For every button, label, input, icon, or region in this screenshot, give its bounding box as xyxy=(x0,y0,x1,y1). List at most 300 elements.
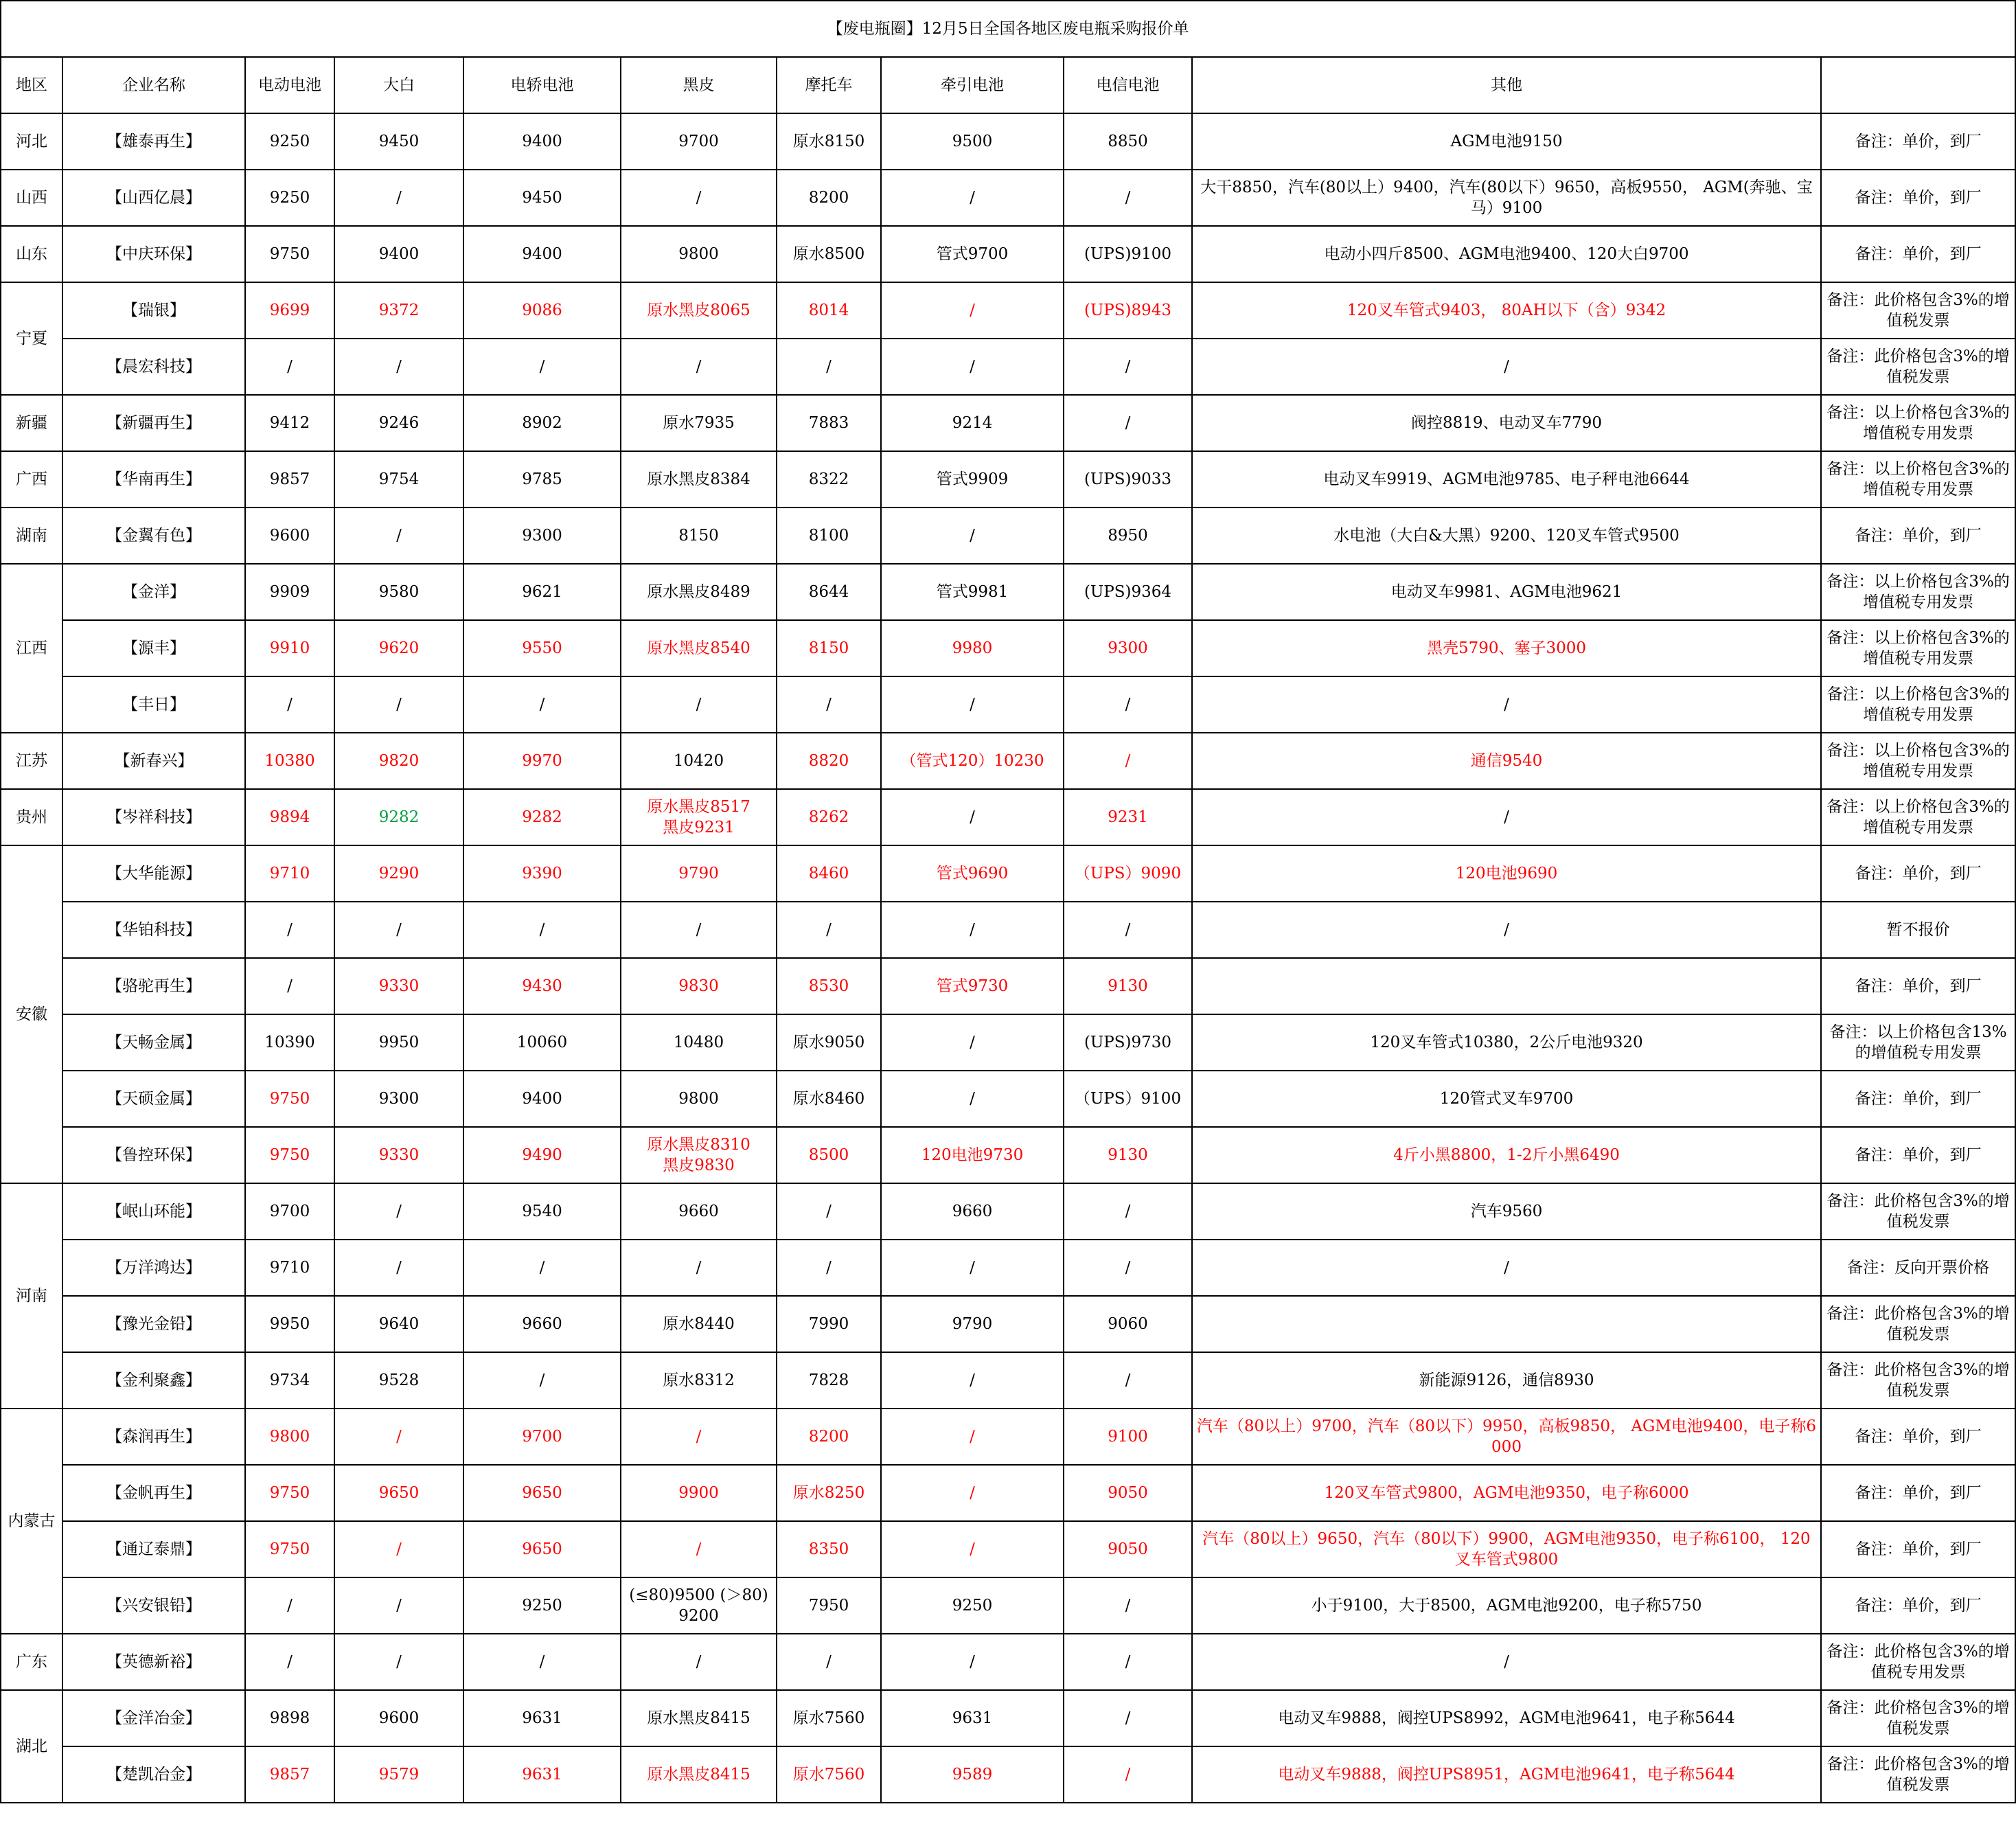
price-cell: 8460 xyxy=(777,845,881,902)
header-black: 黑皮 xyxy=(621,57,777,113)
price-cell: 原水8500 xyxy=(777,226,881,282)
company-name: 【中庆环保】 xyxy=(62,226,245,282)
price-cell: 9450 xyxy=(334,113,463,170)
other-cell: 4斤小黑8800，1-2斤小黑6490 xyxy=(1192,1127,1821,1183)
price-cell: 10390 xyxy=(245,1014,334,1071)
price-cell: 原水黑皮8310 黑皮9830 xyxy=(621,1127,777,1183)
price-cell: 10060 xyxy=(463,1014,621,1071)
price-cell: / xyxy=(881,1071,1064,1127)
other-cell: 汽车9560 xyxy=(1192,1183,1821,1240)
other-cell: / xyxy=(1192,1240,1821,1296)
price-cell: 9050 xyxy=(1064,1521,1192,1577)
price-cell: / xyxy=(881,1352,1064,1409)
other-cell: 电动叉车9919、AGM电池9785、电子秤电池6644 xyxy=(1192,451,1821,508)
price-cell: 8322 xyxy=(777,451,881,508)
company-name: 【英德新裕】 xyxy=(62,1634,245,1690)
other-cell: 120叉车管式10380，2公斤电池9320 xyxy=(1192,1014,1821,1071)
price-cell: 9750 xyxy=(245,1071,334,1127)
price-cell: 8850 xyxy=(1064,113,1192,170)
note-cell: 暂不报价 xyxy=(1821,902,2015,958)
price-cell: 原水7935 xyxy=(621,395,777,451)
price-cell: 9282 xyxy=(334,789,463,845)
other-cell: / xyxy=(1192,1634,1821,1690)
company-name: 【岑祥科技】 xyxy=(62,789,245,845)
price-cell: 原水黑皮8540 xyxy=(621,620,777,676)
table-row xyxy=(1,1352,2015,1409)
price-cell: 120电池9730 xyxy=(881,1127,1064,1183)
price-cell: 8200 xyxy=(777,1409,881,1465)
price-cell: / xyxy=(777,339,881,395)
table-row xyxy=(1,845,2015,902)
price-cell: 8644 xyxy=(777,564,881,620)
header-dabai: 大白 xyxy=(334,57,463,113)
price-cell: 9050 xyxy=(1064,1465,1192,1521)
company-name: 【源丰】 xyxy=(62,620,245,676)
company-name: 【豫光金铅】 xyxy=(62,1296,245,1352)
price-cell: / xyxy=(881,170,1064,226)
price-cell: 9700 xyxy=(245,1183,334,1240)
price-cell: 9214 xyxy=(881,395,1064,451)
price-cell: / xyxy=(1064,1690,1192,1746)
note-cell: 备注：此价格包含3%的增值税发票 xyxy=(1821,1746,2015,1803)
price-cell: / xyxy=(334,1240,463,1296)
price-cell: 8100 xyxy=(777,508,881,564)
table-row xyxy=(1,1127,2015,1183)
price-cell: / xyxy=(334,1577,463,1634)
price-cell: 9300 xyxy=(334,1071,463,1127)
price-cell: / xyxy=(881,676,1064,733)
table-row xyxy=(1,1577,2015,1634)
company-name: 【丰日】 xyxy=(62,676,245,733)
price-cell: / xyxy=(334,339,463,395)
header-telecom: 电信电池 xyxy=(1064,57,1192,113)
price-cell: (UPS)9364 xyxy=(1064,564,1192,620)
price-cell: （UPS）9090 xyxy=(1064,845,1192,902)
price-cell: / xyxy=(245,958,334,1014)
price-cell: 9660 xyxy=(621,1183,777,1240)
price-cell: 9790 xyxy=(621,845,777,902)
note-cell: 备注：以上价格包含3%的增值税专用发票 xyxy=(1821,789,2015,845)
table-body xyxy=(1,1,2015,1803)
price-cell: 9700 xyxy=(621,113,777,170)
price-cell: 9631 xyxy=(463,1690,621,1746)
other-cell xyxy=(1192,958,1821,1014)
price-cell: 9450 xyxy=(463,170,621,226)
header-car: 电轿电池 xyxy=(463,57,621,113)
price-cell: 9910 xyxy=(245,620,334,676)
price-cell: 9820 xyxy=(334,733,463,789)
company-name: 【骆驼再生】 xyxy=(62,958,245,1014)
price-cell: (≤80)9500 (＞80)9200 xyxy=(621,1577,777,1634)
region-cell: 宁夏 xyxy=(1,282,62,395)
price-cell: 9631 xyxy=(881,1690,1064,1746)
note-cell: 备注：单价，到厂 xyxy=(1821,1577,2015,1634)
price-cell: 8950 xyxy=(1064,508,1192,564)
company-name: 【新疆再生】 xyxy=(62,395,245,451)
price-cell: / xyxy=(463,676,621,733)
price-cell: / xyxy=(1064,170,1192,226)
price-cell: 原水8440 xyxy=(621,1296,777,1352)
price-cell: / xyxy=(463,902,621,958)
company-name: 【瑞银】 xyxy=(62,282,245,339)
header-electric: 电动电池 xyxy=(245,57,334,113)
table-row xyxy=(1,1409,2015,1465)
company-name: 【森润再生】 xyxy=(62,1409,245,1465)
price-cell: / xyxy=(621,170,777,226)
price-cell: / xyxy=(334,1409,463,1465)
table-row xyxy=(1,339,2015,395)
price-cell: / xyxy=(621,1240,777,1296)
note-cell: 备注：以上价格包含13%的增值税专用发票 xyxy=(1821,1014,2015,1071)
company-name: 【新春兴】 xyxy=(62,733,245,789)
price-cell: （UPS）9100 xyxy=(1064,1071,1192,1127)
price-cell: 9650 xyxy=(463,1521,621,1577)
company-name: 【晨宏科技】 xyxy=(62,339,245,395)
price-cell: 原水8150 xyxy=(777,113,881,170)
header-company: 企业名称 xyxy=(62,57,245,113)
price-cell: 9660 xyxy=(463,1296,621,1352)
price-cell: / xyxy=(1064,1634,1192,1690)
price-cell: 9640 xyxy=(334,1296,463,1352)
other-cell: 汽车（80以上）9650，汽车（80以下）9900，AGM电池9350，电子称6100， 120叉车管式9800 xyxy=(1192,1521,1821,1577)
note-cell: 备注：单价，到厂 xyxy=(1821,170,2015,226)
price-cell: / xyxy=(245,339,334,395)
note-cell: 备注：单价，到厂 xyxy=(1821,1409,2015,1465)
price-cell: 9130 xyxy=(1064,1127,1192,1183)
price-cell: / xyxy=(621,339,777,395)
price-cell: / xyxy=(245,1634,334,1690)
other-cell: 阀控8819、电动叉车7790 xyxy=(1192,395,1821,451)
price-cell: 7883 xyxy=(777,395,881,451)
price-cell: 9250 xyxy=(881,1577,1064,1634)
company-name: 【万洋鸿达】 xyxy=(62,1240,245,1296)
price-cell: 8014 xyxy=(777,282,881,339)
other-cell: 120管式叉车9700 xyxy=(1192,1071,1821,1127)
note-cell: 备注：以上价格包含3%的增值税专用发票 xyxy=(1821,676,2015,733)
region-cell: 湖南 xyxy=(1,508,62,564)
price-cell: 9857 xyxy=(245,451,334,508)
note-cell: 备注：以上价格包含3%的增值税专用发票 xyxy=(1821,620,2015,676)
table-row xyxy=(1,1014,2015,1071)
price-cell: 9800 xyxy=(621,1071,777,1127)
other-cell: 120电池9690 xyxy=(1192,845,1821,902)
price-cell: 9412 xyxy=(245,395,334,451)
price-cell: 9540 xyxy=(463,1183,621,1240)
table-row xyxy=(1,395,2015,451)
price-cell: / xyxy=(881,508,1064,564)
price-cell: 9579 xyxy=(334,1746,463,1803)
price-cell: 原水黑皮8415 xyxy=(621,1746,777,1803)
note-cell: 备注：以上价格包含3%的增值税专用发票 xyxy=(1821,564,2015,620)
note-cell: 备注：此价格包含3%的增值税发票 xyxy=(1821,339,2015,395)
company-name: 【通辽泰鼎】 xyxy=(62,1521,245,1577)
header-moto: 摩托车 xyxy=(777,57,881,113)
price-cell: 9580 xyxy=(334,564,463,620)
note-cell: 备注：以上价格包含3%的增值税专用发票 xyxy=(1821,395,2015,451)
company-name: 【金洋】 xyxy=(62,564,245,620)
region-cell: 河南 xyxy=(1,1183,62,1409)
price-cell: / xyxy=(1064,733,1192,789)
header-other: 其他 xyxy=(1192,57,1821,113)
price-cell: 7828 xyxy=(777,1352,881,1409)
price-cell: 8902 xyxy=(463,395,621,451)
price-cell: / xyxy=(245,1577,334,1634)
price-cell: / xyxy=(621,1521,777,1577)
price-cell: 9086 xyxy=(463,282,621,339)
note-cell: 备注：单价，到厂 xyxy=(1821,1071,2015,1127)
other-cell: 大干8850，汽车(80以上）9400，汽车(80以下）9650，高板9550， AGM(奔驰、宝马）9100 xyxy=(1192,170,1821,226)
company-name: 【华南再生】 xyxy=(62,451,245,508)
price-cell: / xyxy=(334,902,463,958)
other-cell: AGM电池9150 xyxy=(1192,113,1821,170)
table-row xyxy=(1,226,2015,282)
table-row xyxy=(1,508,2015,564)
other-cell: / xyxy=(1192,339,1821,395)
price-cell: 9700 xyxy=(463,1409,621,1465)
price-cell: / xyxy=(245,676,334,733)
price-cell: / xyxy=(881,902,1064,958)
price-cell: 9650 xyxy=(334,1465,463,1521)
table-row xyxy=(1,1634,2015,1690)
price-cell: 8150 xyxy=(777,620,881,676)
region-cell: 贵州 xyxy=(1,789,62,845)
price-cell: 原水黑皮8065 xyxy=(621,282,777,339)
price-cell: / xyxy=(621,1409,777,1465)
price-cell: / xyxy=(621,902,777,958)
price-cell: / xyxy=(1064,1746,1192,1803)
note-cell: 备注：反向开票价格 xyxy=(1821,1240,2015,1296)
price-cell: 9372 xyxy=(334,282,463,339)
price-cell: 8820 xyxy=(777,733,881,789)
price-cell: (UPS)9730 xyxy=(1064,1014,1192,1071)
price-cell: 8262 xyxy=(777,789,881,845)
other-cell: 电动小四斤8500、AGM电池9400、120大白9700 xyxy=(1192,226,1821,282)
price-cell: / xyxy=(881,282,1064,339)
price-cell: 10480 xyxy=(621,1014,777,1071)
company-name: 【山西亿晨】 xyxy=(62,170,245,226)
price-cell: 9750 xyxy=(245,1521,334,1577)
note-cell: 备注：此价格包含3%的增值税发票 xyxy=(1821,1690,2015,1746)
price-cell: / xyxy=(777,1634,881,1690)
price-cell: / xyxy=(621,676,777,733)
price-cell: 管式9909 xyxy=(881,451,1064,508)
price-cell: 原水黑皮8415 xyxy=(621,1690,777,1746)
header-traction: 牵引电池 xyxy=(881,57,1064,113)
price-cell: 9710 xyxy=(245,1240,334,1296)
price-cell: / xyxy=(463,339,621,395)
price-cell: 9250 xyxy=(463,1577,621,1634)
price-cell: 7950 xyxy=(777,1577,881,1634)
price-cell: 9330 xyxy=(334,958,463,1014)
other-cell: 黑壳5790、塞子3000 xyxy=(1192,620,1821,676)
other-cell: / xyxy=(1192,676,1821,733)
price-cell: 8350 xyxy=(777,1521,881,1577)
price-cell: 9290 xyxy=(334,845,463,902)
price-cell: 9589 xyxy=(881,1746,1064,1803)
table-row xyxy=(1,564,2015,620)
table-row xyxy=(1,282,2015,339)
price-cell: / xyxy=(621,1634,777,1690)
company-name: 【金翼有色】 xyxy=(62,508,245,564)
header-row xyxy=(1,57,2015,113)
price-cell: 9430 xyxy=(463,958,621,1014)
company-name: 【雄泰再生】 xyxy=(62,113,245,170)
price-cell: 9830 xyxy=(621,958,777,1014)
price-cell: (UPS)9100 xyxy=(1064,226,1192,282)
price-cell: 原水黑皮8489 xyxy=(621,564,777,620)
price-cell: / xyxy=(777,1240,881,1296)
other-cell: 小于9100，大于8500，AGM电池9200，电子称5750 xyxy=(1192,1577,1821,1634)
price-cell: 9790 xyxy=(881,1296,1064,1352)
table-row xyxy=(1,1690,2015,1746)
price-cell: 原水8460 xyxy=(777,1071,881,1127)
region-cell: 山东 xyxy=(1,226,62,282)
note-cell: 备注：单价，到厂 xyxy=(1821,1521,2015,1577)
table-row xyxy=(1,1071,2015,1127)
price-cell: 8500 xyxy=(777,1127,881,1183)
price-cell: / xyxy=(777,902,881,958)
table-row xyxy=(1,902,2015,958)
region-cell: 河北 xyxy=(1,113,62,170)
price-cell: 9857 xyxy=(245,1746,334,1803)
price-cell: 9250 xyxy=(245,170,334,226)
price-cell: 8200 xyxy=(777,170,881,226)
price-cell: 9650 xyxy=(463,1465,621,1521)
price-cell: 9909 xyxy=(245,564,334,620)
region-cell: 内蒙古 xyxy=(1,1409,62,1634)
price-cell: 9631 xyxy=(463,1746,621,1803)
price-cell: / xyxy=(1064,395,1192,451)
company-name: 【兴安银铅】 xyxy=(62,1577,245,1634)
price-cell: 原水9050 xyxy=(777,1014,881,1071)
table-row xyxy=(1,1521,2015,1577)
other-cell: 电动叉车9888，阀控UPS8951，AGM电池9641，电子称5644 xyxy=(1192,1746,1821,1803)
price-cell: (UPS)8943 xyxy=(1064,282,1192,339)
price-cell: 9330 xyxy=(334,1127,463,1183)
price-cell: 9800 xyxy=(245,1409,334,1465)
price-cell: 9550 xyxy=(463,620,621,676)
other-cell: / xyxy=(1192,902,1821,958)
table-row xyxy=(1,113,2015,170)
region-cell: 广东 xyxy=(1,1634,62,1690)
company-name: 【天畅金属】 xyxy=(62,1014,245,1071)
note-cell: 备注：以上价格包含3%的增值税专用发票 xyxy=(1821,451,2015,508)
price-cell: / xyxy=(1064,339,1192,395)
price-cell: 管式9700 xyxy=(881,226,1064,282)
price-cell: 9400 xyxy=(463,113,621,170)
note-cell: 备注：此价格包含3%的增值税发票 xyxy=(1821,1296,2015,1352)
price-cell: / xyxy=(1064,1577,1192,1634)
price-cell: 9246 xyxy=(334,395,463,451)
note-cell: 备注：单价，到厂 xyxy=(1821,508,2015,564)
note-cell: 备注：此价格包含3%的增值税发票 xyxy=(1821,1352,2015,1409)
price-cell: 管式9690 xyxy=(881,845,1064,902)
price-cell: 9750 xyxy=(245,226,334,282)
other-cell: 水电池（大白&大黑）9200、120叉车管式9500 xyxy=(1192,508,1821,564)
price-cell: / xyxy=(881,1014,1064,1071)
price-cell: 9400 xyxy=(463,226,621,282)
company-name: 【楚凯冶金】 xyxy=(62,1746,245,1803)
note-cell: 备注：单价，到厂 xyxy=(1821,958,2015,1014)
price-cell: / xyxy=(1064,1240,1192,1296)
note-cell: 备注：此价格包含3%的增值税发票 xyxy=(1821,282,2015,339)
price-cell: 9500 xyxy=(881,113,1064,170)
price-cell: / xyxy=(777,1183,881,1240)
note-cell: 备注：单价，到厂 xyxy=(1821,113,2015,170)
other-cell: / xyxy=(1192,789,1821,845)
price-cell: / xyxy=(881,789,1064,845)
note-cell: 备注：单价，到厂 xyxy=(1821,226,2015,282)
price-cell: 10380 xyxy=(245,733,334,789)
price-cell: 9894 xyxy=(245,789,334,845)
price-cell: / xyxy=(777,676,881,733)
company-name: 【岷山环能】 xyxy=(62,1183,245,1240)
table-row xyxy=(1,1183,2015,1240)
price-cell: 9600 xyxy=(245,508,334,564)
region-cell: 广西 xyxy=(1,451,62,508)
price-cell: 9400 xyxy=(463,1071,621,1127)
price-cell: 9900 xyxy=(621,1465,777,1521)
price-cell: / xyxy=(1064,1183,1192,1240)
price-cell: 9950 xyxy=(334,1014,463,1071)
note-cell: 备注：以上价格包含3%的增值税专用发票 xyxy=(1821,733,2015,789)
price-cell: 9528 xyxy=(334,1352,463,1409)
other-cell: 汽车（80以上）9700，汽车（80以下）9950，高板9850， AGM电池9400，电子称6000 xyxy=(1192,1409,1821,1465)
price-cell: / xyxy=(881,1465,1064,1521)
price-cell: / xyxy=(881,1634,1064,1690)
price-cell: / xyxy=(881,1240,1064,1296)
price-cell: 9950 xyxy=(245,1296,334,1352)
price-cell: 10420 xyxy=(621,733,777,789)
header-region: 地区 xyxy=(1,57,62,113)
price-cell: 原水黑皮8384 xyxy=(621,451,777,508)
price-cell: 原水黑皮8517 黑皮9231 xyxy=(621,789,777,845)
region-cell: 江西 xyxy=(1,564,62,733)
sheet-title: 【废电瓶圈】12月5日全国各地区废电瓶采购报价单 xyxy=(1,1,2015,57)
company-name: 【天硕金属】 xyxy=(62,1071,245,1127)
company-name: 【金利聚鑫】 xyxy=(62,1352,245,1409)
price-cell: 7990 xyxy=(777,1296,881,1352)
price-cell: 原水8312 xyxy=(621,1352,777,1409)
region-cell: 安徽 xyxy=(1,845,62,1183)
company-name: 【华铂科技】 xyxy=(62,902,245,958)
price-cell: 9970 xyxy=(463,733,621,789)
table-row xyxy=(1,1746,2015,1803)
price-cell: / xyxy=(334,676,463,733)
header-note xyxy=(1821,57,2015,113)
other-cell: 通信9540 xyxy=(1192,733,1821,789)
company-name: 【大华能源】 xyxy=(62,845,245,902)
other-cell: 电动叉车9981、AGM电池9621 xyxy=(1192,564,1821,620)
note-cell: 备注：单价，到厂 xyxy=(1821,1465,2015,1521)
note-cell: 备注：此价格包含3%的增值税发票 xyxy=(1821,1183,2015,1240)
company-name: 【金洋冶金】 xyxy=(62,1690,245,1746)
table-row xyxy=(1,170,2015,226)
price-cell: 9734 xyxy=(245,1352,334,1409)
price-cell: / xyxy=(463,1634,621,1690)
price-cell: / xyxy=(463,1352,621,1409)
region-cell: 新疆 xyxy=(1,395,62,451)
price-cell: 9300 xyxy=(463,508,621,564)
price-cell: 管式9730 xyxy=(881,958,1064,1014)
price-cell: 原水8250 xyxy=(777,1465,881,1521)
price-cell: / xyxy=(1064,676,1192,733)
table-row xyxy=(1,620,2015,676)
price-cell: 9130 xyxy=(1064,958,1192,1014)
note-cell: 备注：单价，到厂 xyxy=(1821,845,2015,902)
other-cell: 120叉车管式9403， 80AH以下（含）9342 xyxy=(1192,282,1821,339)
price-cell: / xyxy=(1064,902,1192,958)
